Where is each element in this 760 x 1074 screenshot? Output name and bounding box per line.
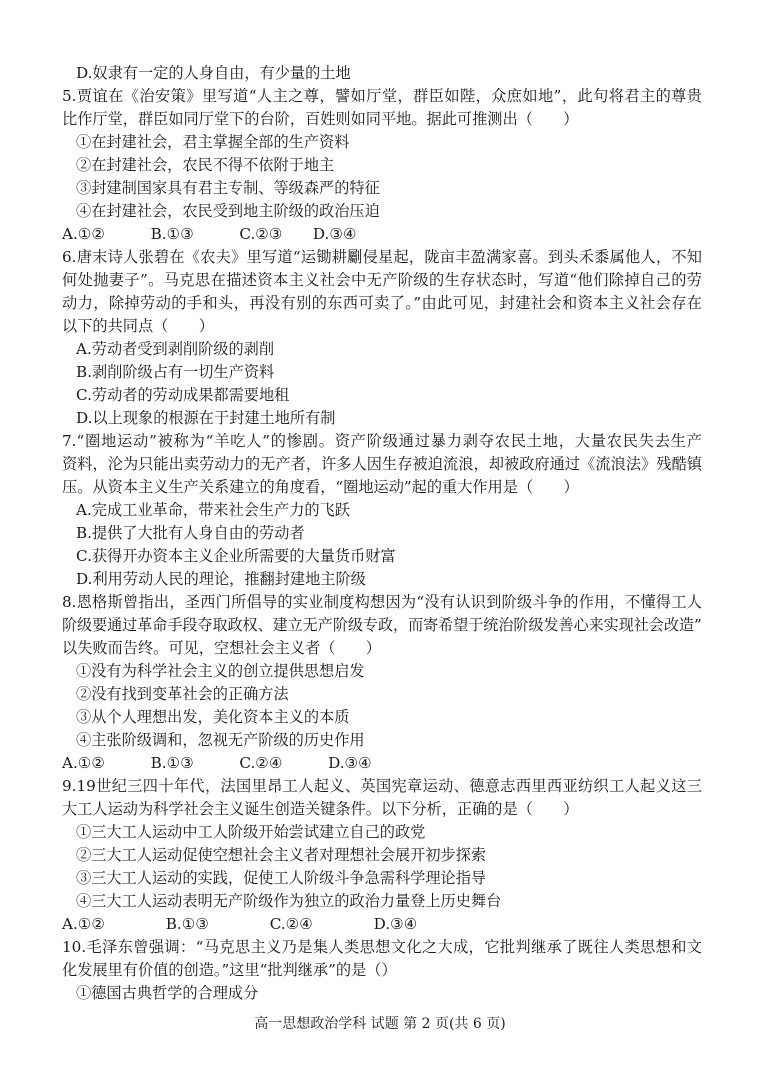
page-footer: 高一思想政治学科 试题 第 2 页(共 6 页)	[254, 1016, 506, 1032]
q5-statement-4: ④在封建社会，农民受到地主阶级的政治压迫	[76, 202, 380, 220]
q7-stem-line-1: 7.“圈地运动”被称为“羊吃人”的惨剧。资产阶级通过暴力剥夺农民土地，大量农民失去生产	[62, 432, 702, 450]
q6-option-b: B.剥削阶级占有一切生产资料	[76, 363, 275, 381]
q8-stem-line-2: 阶级要通过革命手段夺取政权、建立无产阶级专政，而寄希望于统治阶级发善心来实现社会改造”	[62, 616, 702, 634]
q9-stem-line-2: 大工人运动为科学社会主义诞生创造关键条件。以下分析，正确的是（ ）	[62, 800, 579, 818]
q8-options: A.①② B.①③ C.②④ D.③④	[62, 754, 372, 772]
q5-stem-line-1: 5.贾谊在《治安策》里写道“人主之尊，譬如厅堂，群臣如陛，众庶如地”，此句将君主的尊贵	[62, 87, 702, 105]
q7-option-c: C.获得开办资本主义企业所需要的大量货币财富	[76, 547, 396, 565]
q6-stem-line-3: 动力，除掉劳动的手和头，再没有别的东西可卖了。”由此可见，封建社会和资本主义社会存在	[62, 294, 702, 312]
q7-stem-line-3: 压。从资本主义生产关系建立的角度看，“圈地运动”起的重大作用是（ ）	[62, 478, 579, 496]
q6-option-c: C.劳动者的劳动成果都需要地租	[76, 386, 290, 404]
q8-stem-line-3: 以失败而告终。可见，空想社会主义者（ ）	[62, 639, 381, 657]
q9-options: A.①② B.①③ C.②④ D.③④	[62, 915, 418, 933]
q8-statement-2: ②没有找到变革社会的正确方法	[76, 685, 289, 703]
q9-statement-4: ④三大工人运动表明无产阶级作为独立的政治力量登上历史舞台	[76, 892, 502, 910]
q5-stem-line-2: 比作厅堂，群臣如同厅堂下的台阶，百姓则如同平地。据此可推测出（ ）	[62, 110, 579, 128]
q6-stem-line-2: 何处抛妻子”。马克思在描述资本主义社会中无产阶级的生存状态时，写道“他们除掉自己的劳	[62, 271, 702, 289]
q5-statement-2: ②在封建社会，农民不得不依附于地主	[76, 156, 335, 174]
q8-statement-1: ①没有为科学社会主义的创立提供思想启发	[76, 662, 365, 680]
q6-stem-line-4: 以下的共同点（ ）	[62, 317, 214, 335]
q9-statement-3: ③三大工人运动的实践，促使工人阶级斗争急需科学理论指导	[76, 869, 487, 887]
q8-statement-3: ③从个人理想出发，美化资本主义的本质	[76, 708, 350, 726]
q4-option-d: D.奴隶有一定的人身自由，有少量的土地	[76, 64, 351, 82]
q6-option-d: D.以上现象的根源在于封建土地所有制	[76, 409, 336, 427]
q8-stem-line-1: 8.恩格斯曾指出，圣西门所倡导的实业制度构想因为“没有认识到阶级斗争的作用，不懂得工人	[62, 593, 702, 611]
q8-statement-4: ④主张阶级调和，忽视无产阶级的历史作用	[76, 731, 365, 749]
q7-option-a: A.完成工业革命，带来社会生产力的飞跃	[76, 501, 350, 519]
q9-statement-2: ②三大工人运动促使空想社会主义者对理想社会展开初步探索	[76, 846, 487, 864]
q7-option-b: B.提供了大批有人身自由的劳动者	[76, 524, 305, 542]
q10-stem-line-2: 化发展里有价值的创造。”这里“批判继承”的是（）	[62, 961, 397, 979]
q6-option-a: A.劳动者受到剥削阶级的剥削	[76, 340, 275, 358]
q7-option-d: D.利用劳动人民的理论，推翻封建地主阶级	[76, 570, 366, 588]
q7-stem-line-2: 资料，沦为只能出卖劳动力的无产者，许多人因生存被迫流浪，却被政府通过《流浪法》残酷镇	[62, 455, 702, 473]
q9-stem-line-1: 9.19世纪三四十年代，法国里昂工人起义、英国宪章运动、德意志西里西亚纺织工人起义这三	[62, 777, 702, 795]
q6-stem-line-1: 6.唐末诗人张碧在《农夫》里写道“运锄耕劚侵星起，陇亩丰盈满家喜。到头禾黍属他人，不知	[62, 248, 702, 266]
q10-statement-1: ①德国古典哲学的合理成分	[76, 984, 259, 1002]
q5-options: A.①② B.①③ C.②③ D.③④	[62, 225, 357, 243]
q5-statement-1: ①在封建社会，君主掌握全部的生产资料	[76, 133, 350, 151]
q5-statement-3: ③封建制国家具有君主专制、等级森严的特征	[76, 179, 380, 197]
q10-stem-line-1: 10.毛泽东曾强调：“马克思主义乃是集人类思想文化之大成，它批判继承了既往人类思想和文	[62, 938, 702, 956]
q9-statement-1: ①三大工人运动中工人阶级开始尝试建立自己的政党	[76, 823, 426, 841]
